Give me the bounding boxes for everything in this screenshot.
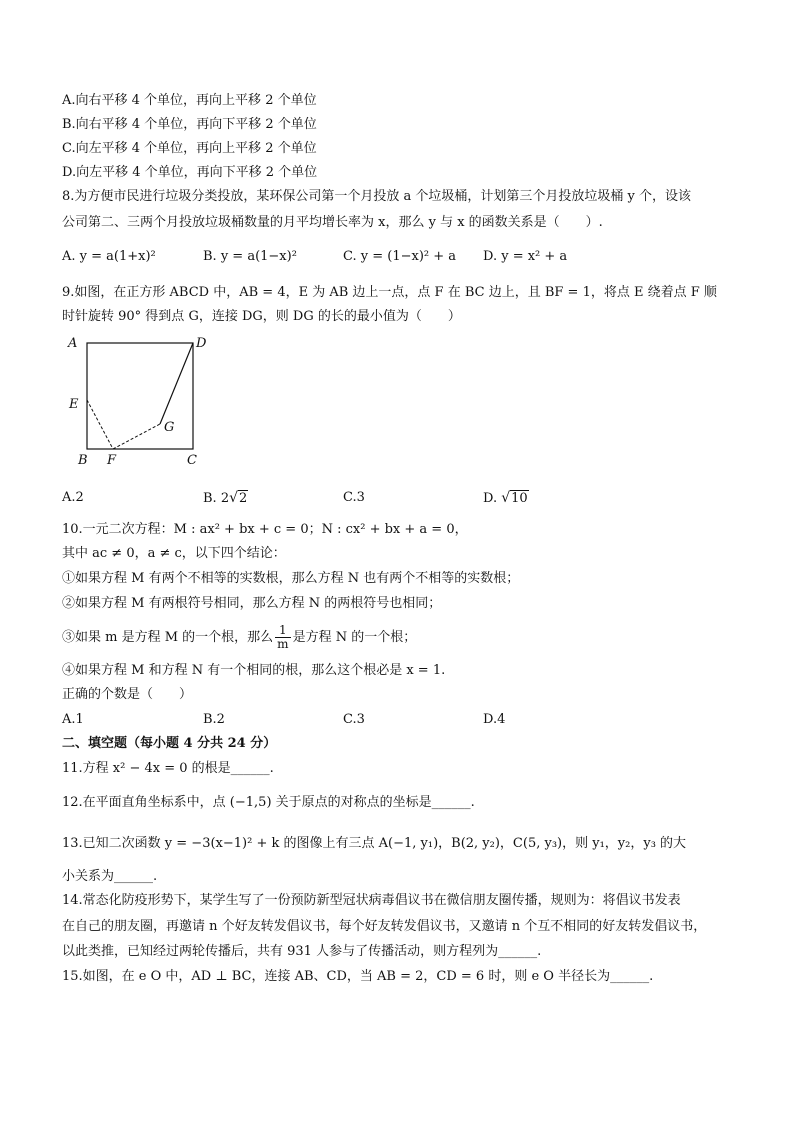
q9-option-d: D. √10	[483, 490, 528, 506]
segment-ef	[87, 400, 113, 449]
q13-line2: 小关系为______.	[62, 869, 158, 884]
q14-line1: 14.常态化防疫形势下，某学生写了一份预防新型冠状病毒倡议书在微信朋友圈传播，规则为：将倡议书发表	[62, 893, 681, 908]
q10-conclusion-3: ③如果 m 是方程 M 的一个根，那么 $\frac{1}{m}$ 是方程 N 的一个根；	[62, 623, 417, 651]
label-g: G	[164, 420, 175, 435]
q15: 15.如图，在 e O 中，AD ⊥ BC，连接 AB、CD，当 AB = 2，CD = 6 时，则 e O 半径长为______.	[62, 969, 654, 984]
q8-stem-line2: 公司第二、三两个月投放垃圾桶数量的月平均增长率为 x，那么 y 与 x 的函数关系是（ ）.	[62, 215, 603, 230]
q8-option-c: C. y = (1−x)² + a	[343, 249, 457, 264]
q9-option-b: B. 2√2	[203, 490, 248, 506]
q7-option-c: C.向左平移 4 个单位，再向上平移 2 个单位	[62, 141, 317, 156]
q9-stem-line1: 9.如图，在正方形 ABCD 中，AB = 4，E 为 AB 边上一点，点 F 在 BC 边上，且 BF = 1，将点 E 绕着点 F 顺	[62, 285, 717, 300]
q14-line3: 以此类推，已知经过两轮传播后，共有 931 人参与了传播活动，则方程列为______.	[62, 944, 542, 959]
q12: 12.在平面直角坐标系中，点 (−1,5) 关于原点的对称点的坐标是______.	[62, 795, 475, 810]
segment-gd	[160, 343, 193, 424]
q10-conclusion-1: ①如果方程 M 有两个不相等的实数根，那么方程 N 也有两个不相等的实数根；	[62, 571, 520, 586]
q9-option-c: C.3	[343, 490, 365, 505]
q10-question: 正确的个数是（ ）	[62, 687, 193, 702]
label-f: F	[107, 453, 117, 468]
label-b: B	[78, 453, 88, 468]
label-d: D	[196, 336, 207, 351]
q10-option-d: D.4	[483, 712, 506, 727]
q9-square-figure	[60, 330, 220, 475]
q10-option-a: A.1	[62, 712, 84, 727]
q10-stem-line2: 其中 ac ≠ 0，a ≠ c，以下四个结论：	[62, 546, 286, 561]
square-abcd	[87, 343, 193, 449]
q10-option-c: C.3	[343, 712, 365, 727]
q10-conclusion-2: ②如果方程 M 有两根符号相同，那么方程 N 的两根符号也相同；	[62, 596, 442, 611]
q9-option-a: A.2	[62, 490, 84, 505]
section-2-heading: 二、填空题（每小题 4 分共 24 分）	[62, 736, 277, 751]
q10-stem-line1: 10.一元二次方程：M : ax² + bx + c = 0；N : cx² + bx + a = 0，	[62, 522, 468, 537]
label-c: C	[187, 453, 197, 468]
q7-option-d: D.向左平移 4 个单位，再向下平移 2 个单位	[62, 165, 318, 180]
fraction-1-over-m: $\frac{1}{m}$	[277, 623, 289, 651]
q8-option-a: A. y = a(1+x)²	[62, 249, 156, 264]
q7-option-a: A.向右平移 4 个单位，再向上平移 2 个单位	[62, 93, 317, 108]
q9-stem-line2: 时针旋转 90° 得到点 G，连接 DG，则 DG 的长的最小值为（ ）	[62, 309, 461, 324]
q13-line1: 13.已知二次函数 y = −3(x−1)² + k 的图像上有三点 A(−1, y₁)，B(2, y₂)，C(5, y₃)，则 y₁，y₂，y₃ 的大	[62, 836, 687, 851]
q10-option-b: B.2	[203, 712, 225, 727]
q7-option-b: B.向右平移 4 个单位，再向下平移 2 个单位	[62, 117, 317, 132]
label-e: E	[69, 397, 79, 412]
q8-option-b: B. y = a(1−x)²	[203, 249, 297, 264]
q8-option-d: D. y = x² + a	[483, 249, 568, 264]
segment-fg	[113, 424, 160, 449]
label-a: A	[68, 336, 78, 351]
q14-line2: 在自己的朋友圈，再邀请 n 个好友转发倡议书，每个好友转发倡议书，又邀请 n 个互不相同的好友转发倡议书，	[62, 919, 707, 934]
q10-conclusion-4: ④如果方程 M 和方程 N 有一个相同的根，那么这个根必是 x = 1.	[62, 663, 446, 678]
q8-stem-line1: 8.为方便市民进行垃圾分类投放，某环保公司第一个月投放 a 个垃圾桶，计划第三个月投放垃圾桶 y 个，设该	[62, 189, 692, 204]
q11: 11.方程 x² − 4x = 0 的根是______.	[62, 761, 274, 776]
